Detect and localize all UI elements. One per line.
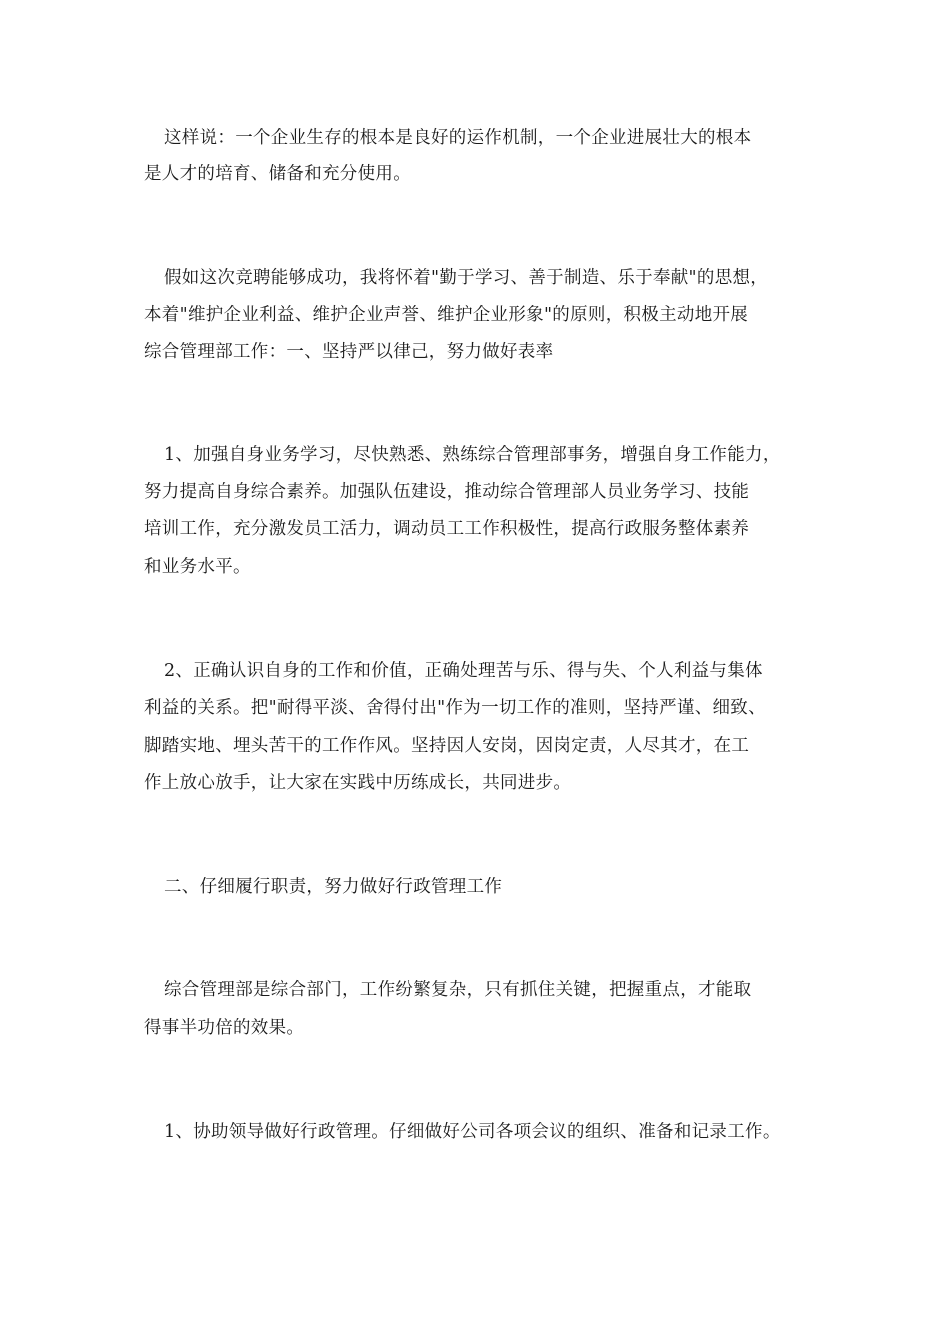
paragraph-line: 综合管理部工作：一、坚持严以律己，努力做好表率 [144,342,554,362]
paragraph-line: 得事半功倍的效果。 [144,1018,305,1038]
section-heading: 二、仔细履行职责，努力做好行政管理工作 [164,877,503,897]
paragraph-line: 培训工作，充分激发员工活力，调动员工工作积极性，提高行政服务整体素养 [144,519,750,539]
paragraph-line: 2、正确认识自身的工作和价值，正确处理苦与乐、得与失、个人利益与集体 [164,661,763,681]
paragraph-line: 1、协助领导做好行政管理。仔细做好公司各项会议的组织、准备和记录工作。 [164,1122,781,1142]
paragraph-line: 和业务水平。 [144,557,251,577]
paragraph-line: 脚踏实地、埋头苦干的工作作风。坚持因人安岗，因岗定责，人尽其才，在工 [144,736,750,756]
paragraph-line: 利益的关系。把"耐得平淡、舍得付出"作为一切工作的准则，坚持严谨、细致、 [144,698,766,718]
paragraph-line: 假如这次竞聘能够成功，我将怀着"勤于学习、善于制造、乐于奉献"的思想， [164,268,769,288]
paragraph-line: 作上放心放手，让大家在实践中历练成长，共同进步。 [144,773,572,793]
paragraph-line: 综合管理部是综合部门，工作纷繁复杂，只有抓住关键，把握重点，才能取 [164,980,752,1000]
paragraph-line: 本着"维护企业利益、维护企业声誉、维护企业形象"的原则，积极主动地开展 [144,305,749,325]
paragraph-line: 1、加强自身业务学习，尽快熟悉、熟练综合管理部事务，增强自身工作能力， [164,445,781,465]
paragraph-line: 这样说：一个企业生存的根本是良好的运作机制，一个企业进展壮大的根本 [164,128,752,148]
paragraph-line: 是人才的培育、储备和充分使用。 [144,164,411,184]
paragraph-line: 努力提高自身综合素养。加强队伍建设，推动综合管理部人员业务学习、技能 [144,482,750,502]
